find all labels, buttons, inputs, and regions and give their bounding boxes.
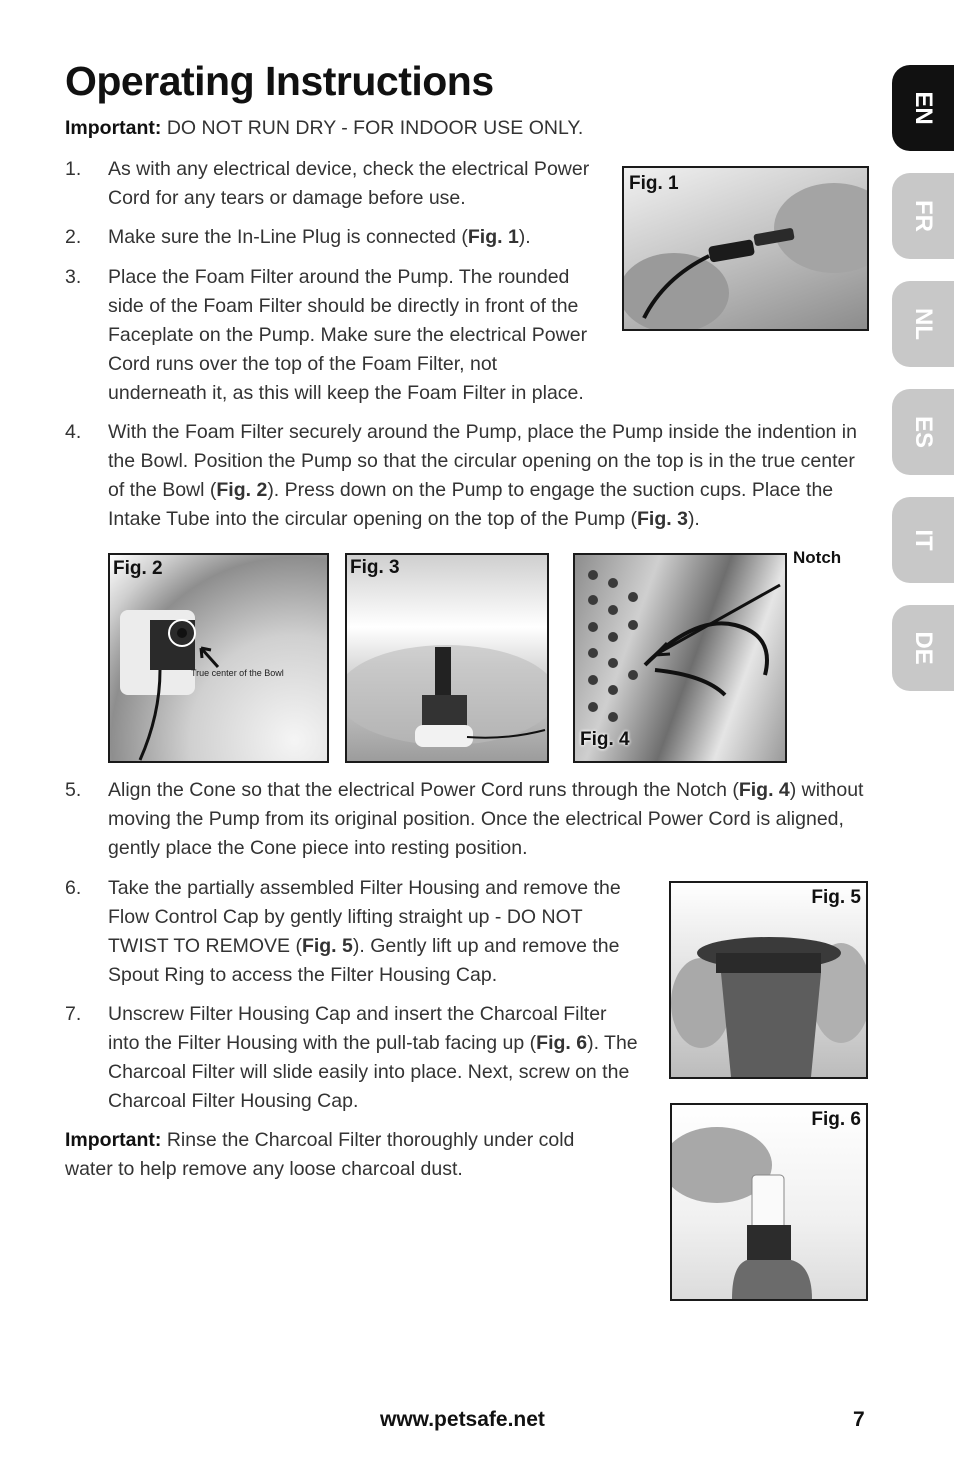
page-title: Operating Instructions	[65, 58, 494, 104]
list-item-7	[65, 1000, 640, 1116]
list-item-2	[65, 223, 610, 252]
figure-2-caption: True center of the Bowl	[191, 668, 284, 678]
list-number: 2.	[65, 226, 82, 248]
figure-4-label: Fig. 4	[580, 729, 630, 750]
figure-1-label: Fig. 1	[629, 173, 679, 194]
figure-ref: Fig. 2	[216, 479, 268, 501]
list-item-4	[65, 418, 870, 534]
charcoal-filter-photo	[672, 1105, 866, 1299]
language-tab-en[interactable]: EN	[892, 65, 954, 151]
list-number: 7.	[65, 1003, 82, 1025]
figure-2-image	[108, 553, 329, 763]
important-label: Important:	[65, 117, 162, 139]
figure-6-label: Fig. 6	[811, 1109, 861, 1130]
language-tab-es[interactable]: ES	[892, 389, 954, 475]
list-number: 6.	[65, 877, 82, 899]
language-tab-nl[interactable]: NL	[892, 281, 954, 367]
language-tab-fr[interactable]: FR	[892, 173, 954, 259]
list-text: As with any electrical device, check the electrical Power Cord for any tears or damage before use.	[108, 158, 590, 209]
notch-callout: Notch	[793, 548, 842, 567]
important-rinse-notice	[65, 1126, 625, 1184]
list-number: 1.	[65, 158, 82, 180]
list-text: Make sure the In-Line Plug is connected (Fig. 1).	[108, 226, 531, 248]
footer-url: www.petsafe.net	[380, 1408, 545, 1431]
list-text: Unscrew Filter Housing Cap and insert the Charcoal Filter into the Filter Housing with the pull-tab facing up (Fig. 6). The Charcoal Filter will slide easily into place. Next, screw on the Charcoal Filter Housing Cap.	[108, 1003, 638, 1112]
important-text: Rinse the Charcoal Filter thoroughly under cold water to help remove any loose charcoal dust.	[65, 1129, 575, 1180]
language-tab-de[interactable]: DE	[892, 605, 954, 691]
list-text: With the Foam Filter securely around the Pump, place the Pump inside the indention in the Bowl. Position the Pump so that the circular opening on the top is in the true center of the Bowl (Fig. 2). Press down on the Pump to engage the suction cups. Place the Intake Tube into the circular opening on the top of the Pump (Fig. 3).	[108, 421, 857, 530]
list-text: Align the Cone so that the electrical Power Cord runs through the Notch (Fig. 4) without moving the Pump from its original position. Once the electrical Power Cord is aligned, gently place the Cone piece into resting position.	[108, 779, 864, 859]
intake-tube-photo	[347, 555, 547, 761]
figure-1-image	[622, 166, 869, 331]
figure-4-image	[573, 553, 787, 763]
figure-ref: Fig. 1	[467, 226, 519, 248]
figure-5-label: Fig. 5	[811, 887, 861, 908]
list-text: Take the partially assembled Filter Housing and remove the Flow Control Cap by gently lifting straight up - DO NOT TWIST TO REMOVE (Fig. 5). Gently lift up and remove the Spout Ring to access the Filter Housing Cap.	[108, 877, 621, 986]
list-item-6	[65, 874, 640, 990]
figure-5-image	[669, 881, 868, 1079]
figure-3-label: Fig. 3	[350, 557, 400, 578]
figure-6-image	[670, 1103, 868, 1301]
figure-ref: Fig. 6	[536, 1032, 588, 1054]
figure-ref: Fig. 3	[637, 508, 688, 530]
important-text: DO NOT RUN DRY - FOR INDOOR USE ONLY.	[161, 117, 584, 139]
important-label: Important:	[65, 1129, 162, 1151]
list-number: 4.	[65, 421, 82, 443]
figure-3-image	[345, 553, 549, 763]
language-tab-it[interactable]: IT	[892, 497, 954, 583]
flow-control-cap-photo	[671, 883, 866, 1077]
pump-in-bowl-photo	[110, 555, 327, 761]
list-text: Place the Foam Filter around the Pump. The rounded side of the Foam Filter should be directly in front of the Faceplate on the Pump. Make sure the electrical Power Cord runs over the top of the Foam Filter, not underneath it, as this will keep the Foam Filter in place.	[108, 266, 588, 404]
list-item-5	[65, 776, 870, 863]
list-number: 5.	[65, 779, 82, 801]
important-notice	[65, 117, 583, 140]
figure-2-label: Fig. 2	[113, 558, 163, 579]
page-number: 7	[853, 1408, 865, 1431]
figure-ref: Fig. 4	[738, 779, 790, 801]
list-item-1	[65, 155, 610, 213]
figure-ref: Fig. 5	[301, 935, 353, 957]
list-number: 3.	[65, 266, 82, 288]
